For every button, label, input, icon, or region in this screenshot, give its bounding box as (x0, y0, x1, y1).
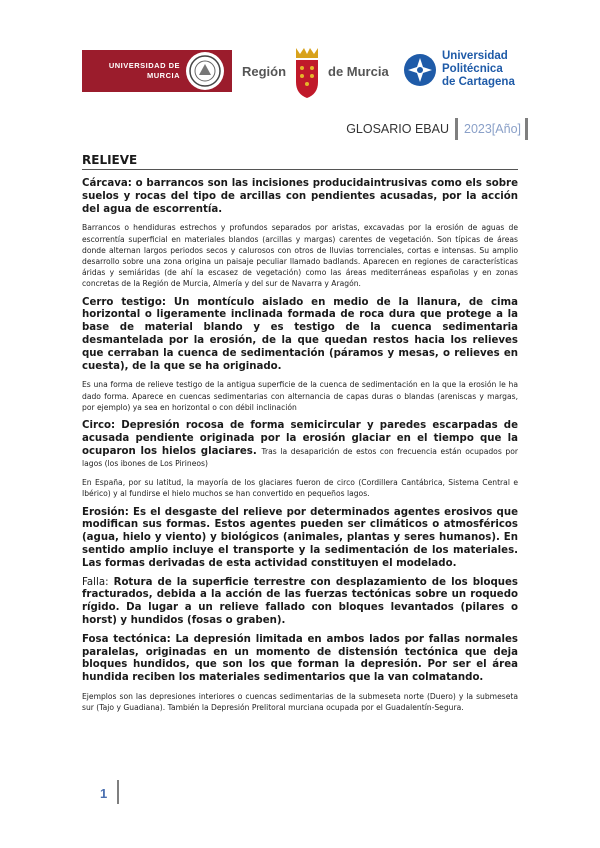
um-logo-text (82, 61, 186, 81)
term-circo (82, 420, 518, 471)
desc-circo: En España, por su latitud, la mayoría de los glaciares fueron de circo (Cordillera Cantábrica, Sistema Central e Ibérico) y al fundirse el hielo muchos se han convertido en pequeños lagos. (82, 478, 518, 499)
term-carcava: Cárcava: o barrancos son las incisiones producidaintrusivas como els sobre suelos y rocas del tipo de arcillas con pendientes acusadas, por la acción del agua de escorrentía. (82, 178, 518, 215)
um-logo-line2: MURCIA (147, 71, 180, 80)
desc-cerro-testigo: Es una forma de relieve testigo de la antigua superficie de la cuenca de sedimentación en la que la erosión le ha dado forma. Aparece en cuencas sedimentarias con alternancia de capas duras o blandas (areniscas y margas, por ejemplo) ya sea en horizontal o con débil inclinación (82, 380, 518, 412)
term-fosa-tectonica: Fosa tectónica: La depresión limitada en ambos lados por fallas normales paralelas, originadas en un momento de distensión tectónica que deja bloques hundidos, que son los que forman la depresión. Por ser el área hundida reciben los materiales sedimentarios que la van colmatando. (82, 633, 518, 684)
term-circo-definition: Circo: Depresión rocosa de forma semicircular y paredes escarpadas de acusada pendiente originada por la erosión glaciar en el tiempo que la ocuparon los hielos glaciares. (82, 420, 518, 457)
glossary-title: GLOSARIO EBAU (346, 122, 449, 136)
term-falla-definition: Rotura de la superficie terrestre con desplazamiento de los bloques fracturados, debida a la acción de las fuerzas tectónicas sobre un roquedo rígido. Da lugar a un relieve fallado con bloques levantados (pilares o horst) y hundidos (fosas o graben). (82, 576, 518, 626)
universidad-murcia-logo (82, 50, 232, 92)
term-cerro-testigo: Cerro testigo: Un montículo aislado en medio de la llanura, de cima horizontal o ligeramente inclinada formada de roca dura que protege a la base de material blando y es testigo de la cuenca sedimentaria desmantelada por la erosión, de la que quedan restos hacia los relieves que cerraban la cuenca de sedimentación (páramos y mesas, o relieves en cuesta), de la que se ha originado. (82, 296, 518, 372)
um-logo-line1: UNIVERSIDAD DE (108, 61, 180, 70)
upct-line3: de Cartagena (442, 76, 515, 88)
upct-line1: Universidad (442, 50, 508, 62)
upct-line2: Politécnica (442, 63, 503, 75)
region-murcia-logo (242, 44, 392, 100)
region-logo-left: Región (242, 64, 287, 79)
year-field: 2023[Año] (464, 122, 521, 136)
running-head (346, 118, 528, 140)
murcia-crest-icon (290, 44, 324, 100)
glossary-content (82, 153, 518, 720)
term-circo-tail: Tras la desaparición de estos con frecuencia están ocupados por lagos (los ibones de Los Pirineos) (82, 446, 518, 469)
term-falla-label: Falla: (82, 576, 109, 588)
footer-bar (117, 780, 119, 804)
um-seal-icon (186, 52, 224, 90)
upct-logo (402, 48, 522, 98)
region-logo-right: de Murcia (328, 64, 389, 79)
desc-fosa-tectonica: Ejemplos son las depresiones interiores o cuencas sedimentarias de la submeseta norte (Duero) y la submeseta sur (Tajo y Guadiana). También la Depresión Prelitoral murciana ocupada por el Guadalentín-Segura. (82, 691, 518, 713)
section-title: RELIEVE (82, 153, 518, 170)
header-logos (82, 42, 522, 102)
desc-carcava: Barrancos o hendiduras estrechos y profundos separados por aristas, excavadas por la erosión de aguas de escorrentía superficial en materiales blandos (arcillas y margas) carentes de vegetación. Son típicas de áreas donde alternan largos periodos secos y calurosos con otros de lluvias torrenciales, cortas e intensas. Su amplio desarrollo sobre una zona origina un paisaje peculiar llamado badlands. Aparecen en regiones de características áridas y semiáridas (de ahí la escasez de vegetación) como las áreas mediterráneas españolas y en zonas concretas de la Región de Murcia, Almería y del sur de Navarra y Aragón. (82, 223, 518, 289)
page-footer (96, 780, 119, 804)
upct-logo-text (442, 50, 515, 89)
page-number: 1 (100, 786, 108, 801)
running-head-end-bar (525, 118, 528, 140)
term-falla (82, 577, 518, 628)
term-erosion: Erosión: Es el desgaste del relieve por determinados agentes erosivos que modifican sus formas. Estos agentes pueden ser climáticos o atmosféricos (agua, hielo y viento) y biológicos (animales, plantas y seres humanos). En sentido amplio incluye el transporte y la sedimentación de los materiales. Las formas derivadas de esta actividad constituyen el modelado. (82, 506, 518, 569)
upct-emblem-icon (402, 52, 438, 88)
